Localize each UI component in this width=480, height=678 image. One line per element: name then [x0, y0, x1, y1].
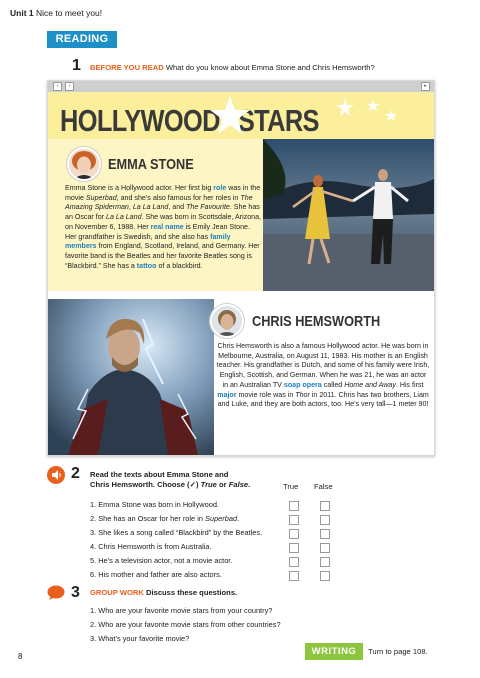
- italic-title: Superbad: [85, 193, 117, 202]
- text-run: in 2011. Chris has two brothers, Liam and Luke, and they are both actors, too. He’s very tall—1 meter 90!: [217, 390, 429, 409]
- italic-title: La La Land: [132, 203, 169, 212]
- expand-icon[interactable]: ▸: [421, 82, 430, 91]
- italic-title: La La Land: [106, 213, 142, 222]
- text-run: from England, Scotland, Ireland, and Germany. Her favorite band is the Beatles and her favorite Beatles song is “Blackbird.” She has a: [65, 242, 260, 270]
- text-run: called: [321, 380, 345, 389]
- chris-hemsworth-name: CHRIS HEMSWORTH: [252, 313, 381, 330]
- true-checkbox[interactable]: [289, 543, 299, 553]
- italic-title: The Favourite: [186, 203, 230, 212]
- sparkle-stars-icon: [333, 96, 403, 126]
- exercise-3-instruction: Discuss these questions.: [146, 588, 238, 597]
- exercise-2-true-word: True: [200, 480, 217, 489]
- discussion-question: [90, 620, 281, 629]
- false-checkbox[interactable]: [320, 543, 330, 553]
- false-checkbox[interactable]: [320, 501, 330, 511]
- unit-title: Nice to meet you!: [36, 8, 103, 18]
- false-checkbox[interactable]: [320, 515, 330, 525]
- exercise-2-or: or: [216, 480, 229, 489]
- text-run: was in the movie: [65, 184, 261, 202]
- exercise-2-false-word: False: [228, 480, 249, 489]
- question-text: Who are your favorite movie stars from your country?: [98, 606, 273, 615]
- text-run: movie role was in: [236, 390, 296, 399]
- item-number: 3.: [90, 634, 99, 643]
- article-toolbar: [48, 81, 434, 92]
- true-checkbox[interactable]: [289, 501, 299, 511]
- exercise-3-number: 3: [71, 584, 80, 601]
- article-banner: [48, 92, 434, 139]
- italic-title: Home and Away: [344, 380, 396, 389]
- true-false-item: [90, 556, 232, 565]
- italic-title: Thor: [295, 390, 310, 399]
- text-run: Emma Stone is a Hollywood actor. Her first big: [65, 184, 214, 192]
- exercise-1-prompt: [90, 63, 375, 72]
- text-run: Emma Stone was born in Hollywood.: [98, 500, 219, 509]
- exercise-2-line2: [90, 480, 250, 489]
- turn-to-page-text: Turn to page 108.: [368, 647, 428, 656]
- false-checkbox[interactable]: [320, 571, 330, 581]
- vocabulary-word: family members: [65, 232, 231, 251]
- text-run: , and: [168, 203, 187, 212]
- exercise-2-end: .: [248, 480, 251, 489]
- item-number: 2.: [90, 620, 99, 629]
- question-text: What’s your favorite movie?: [98, 634, 190, 643]
- item-number: 1.: [90, 606, 99, 615]
- true-false-item: [90, 514, 239, 523]
- item-number: 4.: [90, 542, 99, 551]
- chris-hemsworth-text: [216, 342, 430, 410]
- true-false-item: [90, 500, 219, 509]
- unit-label: Unit 1: [10, 8, 34, 18]
- text-run: He’s a television actor, not a movie actor.: [98, 556, 233, 565]
- text-run: .: [237, 514, 240, 523]
- emma-stone-avatar: [67, 147, 101, 181]
- text-run: . She was born in Scottsdale, Arizona, on November 6, 1988. Her: [65, 213, 262, 231]
- text-run: . His first: [395, 380, 424, 389]
- writing-link[interactable]: WRITING: [305, 643, 363, 660]
- vocabulary-word: major: [217, 390, 237, 399]
- title-hollywood: HOLLYWOOD: [60, 103, 220, 138]
- emma-stone-text: [65, 184, 261, 271]
- text-run: She likes a song called “Blackbird” by the Beatles.: [98, 528, 263, 537]
- italic-title: The Amazing Spiderman: [65, 193, 253, 212]
- text-run: , and she’s also famous for her roles in: [116, 193, 241, 202]
- true-false-item: [90, 528, 262, 537]
- exercise-1-question: What do you know about Emma Stone and Chris Hemsworth?: [165, 63, 375, 72]
- exercise-2-line1: Read the texts about Emma Stone and: [90, 470, 229, 479]
- item-number: 2.: [90, 514, 99, 523]
- exercise-3-prompt: [90, 588, 237, 597]
- text-run: She has an Oscar for her role in: [98, 514, 206, 523]
- vocabulary-word: role: [213, 184, 227, 192]
- reading-heading: READING: [47, 31, 117, 48]
- false-checkbox[interactable]: [320, 557, 330, 567]
- thor-photo: [48, 299, 214, 455]
- vocabulary-word: real name: [150, 222, 184, 231]
- discussion-question: [90, 606, 272, 615]
- text-run: His mother and father are also actors.: [98, 570, 222, 579]
- text-run: Chris Hemsworth is also a famous Hollywood actor. He was born in Melbourne, Australia, on August 11, 1983. His mother is an English teacher. His grandfather is Dutch, and some of his family were Irish, English, Scottish, and German. When he was 21, he was an actor in an Australian TV: [216, 342, 430, 389]
- true-false-item: [90, 570, 222, 579]
- exercise-1-number: 1: [72, 57, 81, 74]
- discussion-question: [90, 634, 189, 643]
- chris-hemsworth-avatar: [210, 304, 244, 338]
- item-number: 5.: [90, 556, 99, 565]
- vocabulary-word: soap opera: [283, 380, 322, 389]
- page-number: 8: [18, 652, 23, 661]
- italic-title: Superbad: [205, 514, 238, 523]
- nav-back-icon[interactable]: ‹: [53, 82, 62, 91]
- emma-stone-name: EMMA STONE: [108, 156, 194, 173]
- item-number: 1.: [90, 500, 99, 509]
- false-column-header: False: [314, 482, 333, 491]
- group-work-icon: [47, 585, 67, 601]
- true-checkbox[interactable]: [289, 515, 299, 525]
- vocabulary-word: tattoo: [136, 261, 157, 270]
- item-number: 3.: [90, 528, 99, 537]
- article-panel: [47, 80, 435, 456]
- exercise-2-line2a: Chris Hemsworth. Choose (✓): [90, 480, 201, 489]
- text-run: ,: [128, 203, 133, 212]
- text-run: of a blackbird.: [156, 261, 203, 270]
- before-you-read-label: BEFORE YOU READ: [90, 63, 164, 72]
- question-text: Who are your favorite movie stars from other countries?: [98, 620, 281, 629]
- text-run: is Emily Jean Stone. Her grandfather is Swedish, and she also has: [65, 222, 250, 241]
- true-false-item: [90, 542, 212, 551]
- item-number: 6.: [90, 570, 99, 579]
- audio-play-icon[interactable]: [47, 466, 65, 484]
- exercise-2-instruction: [90, 470, 250, 490]
- group-work-label: GROUP WORK: [90, 588, 144, 597]
- text-run: Chris Hemsworth is from Australia.: [98, 542, 212, 551]
- title-stars: STARS: [237, 103, 319, 138]
- text-run: . She has an Oscar for: [65, 203, 260, 222]
- unit-header: [10, 8, 102, 18]
- true-checkbox[interactable]: [289, 529, 299, 539]
- article-title: [60, 103, 319, 139]
- true-checkbox[interactable]: [289, 571, 299, 581]
- la-la-land-photo: [263, 139, 434, 291]
- exercise-2-number: 2: [71, 465, 80, 482]
- true-checkbox[interactable]: [289, 557, 299, 567]
- false-checkbox[interactable]: [320, 529, 330, 539]
- nav-forward-icon[interactable]: ›: [65, 82, 74, 91]
- title-star-decoration-icon: [209, 94, 251, 136]
- true-column-header: True: [283, 482, 299, 491]
